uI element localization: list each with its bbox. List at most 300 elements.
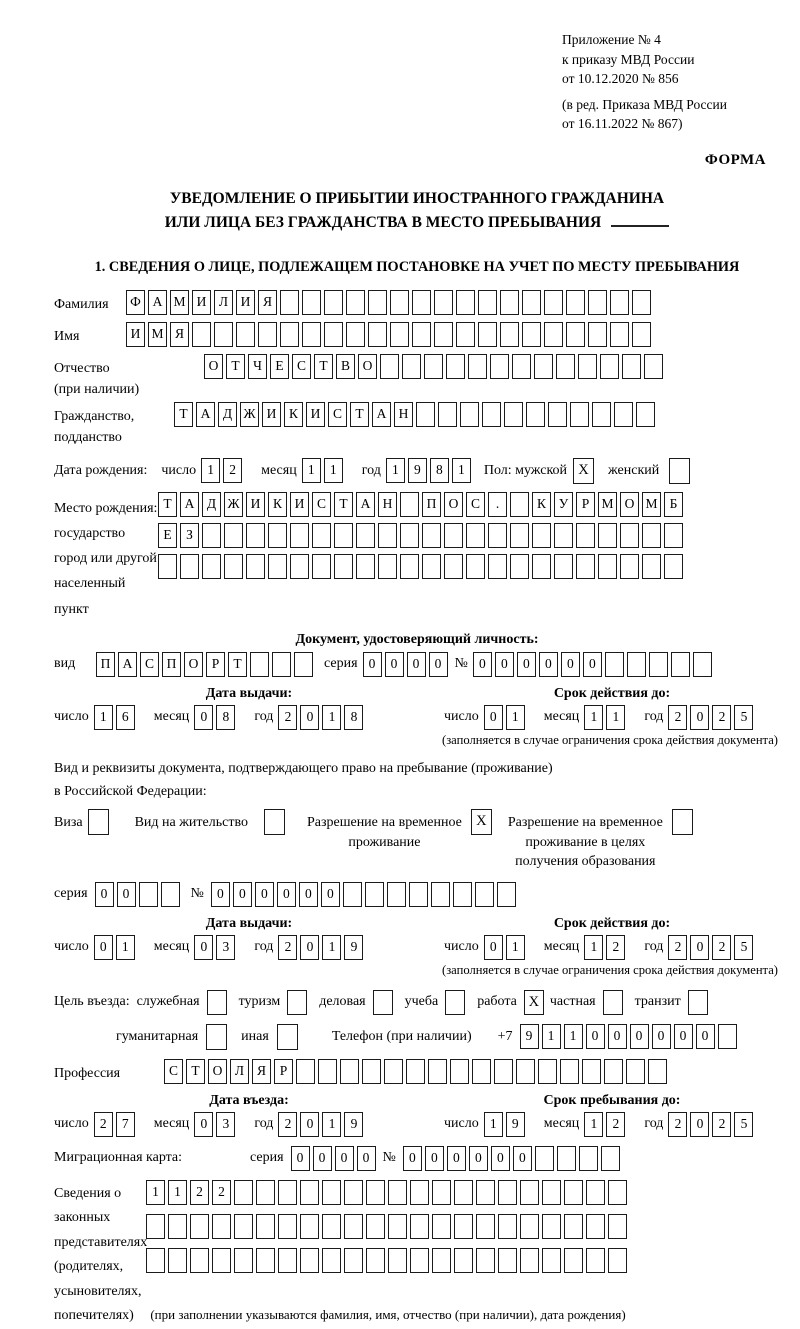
char-cell[interactable]: 0 <box>194 1112 213 1137</box>
char-cell[interactable]: Д <box>202 492 221 517</box>
char-cell[interactable]: 0 <box>561 652 580 677</box>
char-cell[interactable] <box>234 1248 253 1273</box>
char-cell[interactable] <box>466 554 485 579</box>
char-cell[interactable] <box>605 652 624 677</box>
char-cell[interactable]: Н <box>394 402 413 427</box>
char-cell[interactable] <box>168 1248 187 1273</box>
char-cell[interactable]: 0 <box>425 1146 444 1171</box>
char-cell[interactable] <box>168 1214 187 1239</box>
char-cell[interactable]: С <box>164 1059 183 1084</box>
char-cell[interactable]: Р <box>576 492 595 517</box>
char-cell[interactable]: 0 <box>233 882 252 907</box>
char-cell[interactable] <box>627 652 646 677</box>
char-cell[interactable]: Т <box>334 492 353 517</box>
char-cell[interactable] <box>410 1180 429 1205</box>
char-cell[interactable]: 0 <box>363 652 382 677</box>
char-cell[interactable] <box>406 1059 425 1084</box>
char-cell[interactable] <box>158 554 177 579</box>
char-cell[interactable] <box>388 1248 407 1273</box>
char-cell[interactable]: 0 <box>652 1024 671 1049</box>
purpose-private-checkbox[interactable] <box>603 990 623 1015</box>
char-cell[interactable] <box>601 1146 620 1171</box>
char-cell[interactable] <box>344 1214 363 1239</box>
char-cell[interactable]: 0 <box>277 882 296 907</box>
char-cell[interactable]: П <box>96 652 115 677</box>
char-cell[interactable] <box>190 1214 209 1239</box>
char-cell[interactable]: 0 <box>583 652 602 677</box>
char-cell[interactable] <box>432 1214 451 1239</box>
char-cell[interactable]: 0 <box>517 652 536 677</box>
char-cell[interactable] <box>454 1180 473 1205</box>
char-cell[interactable]: 3 <box>216 935 235 960</box>
char-cell[interactable] <box>564 1180 583 1205</box>
char-cell[interactable]: 0 <box>495 652 514 677</box>
char-cell[interactable]: 2 <box>712 1112 731 1137</box>
char-cell[interactable]: 0 <box>484 705 503 730</box>
char-cell[interactable]: Д <box>218 402 237 427</box>
char-cell[interactable]: 0 <box>321 882 340 907</box>
char-cell[interactable] <box>576 523 595 548</box>
char-cell[interactable]: У <box>554 492 573 517</box>
char-cell[interactable]: М <box>598 492 617 517</box>
char-cell[interactable]: Т <box>186 1059 205 1084</box>
char-cell[interactable] <box>202 523 221 548</box>
char-cell[interactable] <box>434 290 453 315</box>
char-cell[interactable]: 2 <box>94 1112 113 1137</box>
char-cell[interactable] <box>334 523 353 548</box>
char-cell[interactable] <box>378 554 397 579</box>
char-cell[interactable] <box>510 554 529 579</box>
char-cell[interactable] <box>608 1214 627 1239</box>
char-cell[interactable] <box>454 1248 473 1273</box>
char-cell[interactable]: О <box>204 354 223 379</box>
char-cell[interactable] <box>534 354 553 379</box>
char-cell[interactable] <box>368 290 387 315</box>
char-cell[interactable]: 0 <box>586 1024 605 1049</box>
char-cell[interactable] <box>256 1180 275 1205</box>
char-cell[interactable]: Ж <box>224 492 243 517</box>
char-cell[interactable] <box>322 1180 341 1205</box>
char-cell[interactable]: С <box>140 652 159 677</box>
char-cell[interactable]: 0 <box>95 882 114 907</box>
char-cell[interactable] <box>512 354 531 379</box>
char-cell[interactable]: 3 <box>216 1112 235 1137</box>
char-cell[interactable] <box>434 322 453 347</box>
char-cell[interactable]: 0 <box>407 652 426 677</box>
char-cell[interactable]: П <box>422 492 441 517</box>
char-cell[interactable] <box>526 402 545 427</box>
char-cell[interactable] <box>592 402 611 427</box>
char-cell[interactable] <box>356 554 375 579</box>
char-cell[interactable]: 1 <box>201 458 220 483</box>
char-cell[interactable]: 0 <box>94 935 113 960</box>
char-cell[interactable] <box>472 1059 491 1084</box>
char-cell[interactable] <box>497 882 516 907</box>
char-cell[interactable]: С <box>328 402 347 427</box>
char-cell[interactable]: 0 <box>211 882 230 907</box>
char-cell[interactable]: 9 <box>408 458 427 483</box>
char-cell[interactable]: М <box>642 492 661 517</box>
char-cell[interactable]: 0 <box>690 1112 709 1137</box>
char-cell[interactable]: 0 <box>473 652 492 677</box>
char-cell[interactable] <box>380 354 399 379</box>
char-cell[interactable]: Т <box>158 492 177 517</box>
char-cell[interactable] <box>649 652 668 677</box>
char-cell[interactable] <box>146 1248 165 1273</box>
char-cell[interactable] <box>246 554 265 579</box>
char-cell[interactable] <box>366 1180 385 1205</box>
char-cell[interactable] <box>476 1180 495 1205</box>
char-cell[interactable] <box>500 290 519 315</box>
char-cell[interactable] <box>180 554 199 579</box>
char-cell[interactable]: 1 <box>484 1112 503 1137</box>
char-cell[interactable] <box>538 1059 557 1084</box>
char-cell[interactable] <box>300 1248 319 1273</box>
char-cell[interactable] <box>388 1214 407 1239</box>
char-cell[interactable] <box>410 1214 429 1239</box>
char-cell[interactable] <box>302 290 321 315</box>
char-cell[interactable] <box>510 523 529 548</box>
char-cell[interactable]: 1 <box>168 1180 187 1205</box>
char-cell[interactable]: Ж <box>240 402 259 427</box>
char-cell[interactable]: 6 <box>116 705 135 730</box>
char-cell[interactable]: 1 <box>452 458 471 483</box>
char-cell[interactable] <box>344 1248 363 1273</box>
char-cell[interactable]: А <box>118 652 137 677</box>
char-cell[interactable]: 5 <box>734 935 753 960</box>
char-cell[interactable]: . <box>488 492 507 517</box>
char-cell[interactable]: Т <box>174 402 193 427</box>
char-cell[interactable] <box>400 554 419 579</box>
temp-residence-education-checkbox[interactable] <box>672 809 693 835</box>
char-cell[interactable] <box>322 1248 341 1273</box>
char-cell[interactable] <box>476 1214 495 1239</box>
char-cell[interactable] <box>664 523 683 548</box>
char-cell[interactable]: 2 <box>223 458 242 483</box>
char-cell[interactable] <box>564 1248 583 1273</box>
char-cell[interactable] <box>410 1248 429 1273</box>
char-cell[interactable] <box>498 1248 517 1273</box>
char-cell[interactable]: 2 <box>278 705 297 730</box>
char-cell[interactable]: 0 <box>630 1024 649 1049</box>
char-cell[interactable] <box>564 1214 583 1239</box>
char-cell[interactable] <box>400 492 419 517</box>
char-cell[interactable] <box>192 322 211 347</box>
char-cell[interactable] <box>610 290 629 315</box>
char-cell[interactable] <box>268 554 287 579</box>
char-cell[interactable] <box>556 354 575 379</box>
char-cell[interactable] <box>302 322 321 347</box>
char-cell[interactable] <box>368 322 387 347</box>
char-cell[interactable] <box>366 1214 385 1239</box>
char-cell[interactable] <box>608 1248 627 1273</box>
char-cell[interactable]: 1 <box>584 705 603 730</box>
char-cell[interactable]: 2 <box>712 935 731 960</box>
char-cell[interactable] <box>632 290 651 315</box>
char-cell[interactable]: 0 <box>403 1146 422 1171</box>
char-cell[interactable]: 8 <box>430 458 449 483</box>
char-cell[interactable] <box>544 290 563 315</box>
char-cell[interactable] <box>475 882 494 907</box>
purpose-tourism-checkbox[interactable] <box>287 990 307 1015</box>
char-cell[interactable] <box>671 652 690 677</box>
char-cell[interactable] <box>548 402 567 427</box>
char-cell[interactable]: А <box>372 402 391 427</box>
char-cell[interactable] <box>500 322 519 347</box>
char-cell[interactable] <box>600 354 619 379</box>
char-cell[interactable]: 5 <box>734 705 753 730</box>
char-cell[interactable]: 1 <box>506 705 525 730</box>
char-cell[interactable]: Т <box>314 354 333 379</box>
char-cell[interactable] <box>535 1146 554 1171</box>
char-cell[interactable] <box>312 523 331 548</box>
char-cell[interactable] <box>334 554 353 579</box>
char-cell[interactable] <box>432 1248 451 1273</box>
char-cell[interactable]: М <box>170 290 189 315</box>
char-cell[interactable]: Я <box>252 1059 271 1084</box>
char-cell[interactable]: 0 <box>385 652 404 677</box>
char-cell[interactable]: И <box>246 492 265 517</box>
char-cell[interactable]: 0 <box>429 652 448 677</box>
char-cell[interactable] <box>478 322 497 347</box>
char-cell[interactable] <box>390 322 409 347</box>
char-cell[interactable]: И <box>290 492 309 517</box>
char-cell[interactable] <box>212 1248 231 1273</box>
char-cell[interactable] <box>416 402 435 427</box>
char-cell[interactable] <box>294 652 313 677</box>
char-cell[interactable]: 0 <box>291 1146 310 1171</box>
char-cell[interactable] <box>212 1214 231 1239</box>
char-cell[interactable] <box>424 354 443 379</box>
char-cell[interactable]: 1 <box>116 935 135 960</box>
char-cell[interactable]: 1 <box>386 458 405 483</box>
char-cell[interactable] <box>614 402 633 427</box>
char-cell[interactable]: А <box>148 290 167 315</box>
char-cell[interactable] <box>146 1214 165 1239</box>
char-cell[interactable] <box>344 1180 363 1205</box>
char-cell[interactable] <box>520 1180 539 1205</box>
char-cell[interactable] <box>510 492 529 517</box>
char-cell[interactable] <box>504 402 523 427</box>
char-cell[interactable] <box>290 554 309 579</box>
char-cell[interactable]: К <box>284 402 303 427</box>
char-cell[interactable] <box>542 1214 561 1239</box>
char-cell[interactable]: В <box>336 354 355 379</box>
char-cell[interactable]: И <box>236 290 255 315</box>
char-cell[interactable] <box>400 523 419 548</box>
char-cell[interactable] <box>450 1059 469 1084</box>
char-cell[interactable]: И <box>126 322 145 347</box>
char-cell[interactable]: 0 <box>117 882 136 907</box>
char-cell[interactable] <box>610 322 629 347</box>
char-cell[interactable] <box>202 554 221 579</box>
char-cell[interactable]: 9 <box>506 1112 525 1137</box>
char-cell[interactable]: 2 <box>668 935 687 960</box>
visa-checkbox[interactable] <box>88 809 109 835</box>
char-cell[interactable]: 0 <box>194 935 213 960</box>
char-cell[interactable]: 9 <box>520 1024 539 1049</box>
char-cell[interactable] <box>422 554 441 579</box>
char-cell[interactable]: 5 <box>734 1112 753 1137</box>
char-cell[interactable]: 1 <box>542 1024 561 1049</box>
char-cell[interactable]: 0 <box>300 1112 319 1137</box>
char-cell[interactable] <box>642 523 661 548</box>
char-cell[interactable] <box>644 354 663 379</box>
char-cell[interactable]: 2 <box>606 1112 625 1137</box>
char-cell[interactable] <box>598 523 617 548</box>
char-cell[interactable]: 7 <box>116 1112 135 1137</box>
char-cell[interactable] <box>246 523 265 548</box>
char-cell[interactable]: Т <box>350 402 369 427</box>
char-cell[interactable]: И <box>306 402 325 427</box>
char-cell[interactable] <box>622 354 641 379</box>
char-cell[interactable]: О <box>444 492 463 517</box>
char-cell[interactable]: 0 <box>300 935 319 960</box>
char-cell[interactable] <box>234 1180 253 1205</box>
char-cell[interactable]: 2 <box>668 1112 687 1137</box>
char-cell[interactable] <box>490 354 509 379</box>
char-cell[interactable]: 1 <box>564 1024 583 1049</box>
char-cell[interactable] <box>280 290 299 315</box>
char-cell[interactable]: 0 <box>513 1146 532 1171</box>
char-cell[interactable] <box>636 402 655 427</box>
char-cell[interactable] <box>626 1059 645 1084</box>
char-cell[interactable]: Ф <box>126 290 145 315</box>
char-cell[interactable] <box>488 523 507 548</box>
char-cell[interactable] <box>476 1248 495 1273</box>
char-cell[interactable]: 1 <box>146 1180 165 1205</box>
char-cell[interactable] <box>346 322 365 347</box>
char-cell[interactable]: 2 <box>668 705 687 730</box>
char-cell[interactable] <box>532 554 551 579</box>
char-cell[interactable]: Л <box>230 1059 249 1084</box>
char-cell[interactable]: И <box>262 402 281 427</box>
char-cell[interactable] <box>278 1214 297 1239</box>
char-cell[interactable] <box>532 523 551 548</box>
char-cell[interactable]: Б <box>664 492 683 517</box>
male-checkbox[interactable]: X <box>573 458 594 484</box>
char-cell[interactable]: О <box>358 354 377 379</box>
char-cell[interactable]: 1 <box>322 1112 341 1137</box>
char-cell[interactable]: 0 <box>484 935 503 960</box>
char-cell[interactable] <box>560 1059 579 1084</box>
char-cell[interactable] <box>454 1214 473 1239</box>
char-cell[interactable] <box>224 523 243 548</box>
char-cell[interactable] <box>258 322 277 347</box>
char-cell[interactable]: Л <box>214 290 233 315</box>
char-cell[interactable]: П <box>162 652 181 677</box>
char-cell[interactable]: А <box>180 492 199 517</box>
char-cell[interactable] <box>588 322 607 347</box>
char-cell[interactable]: К <box>268 492 287 517</box>
char-cell[interactable] <box>290 523 309 548</box>
female-checkbox[interactable] <box>669 458 690 484</box>
char-cell[interactable] <box>318 1059 337 1084</box>
char-cell[interactable] <box>520 1214 539 1239</box>
char-cell[interactable] <box>402 354 421 379</box>
char-cell[interactable] <box>278 1248 297 1273</box>
char-cell[interactable]: О <box>184 652 203 677</box>
char-cell[interactable] <box>139 882 158 907</box>
char-cell[interactable] <box>586 1180 605 1205</box>
title-blank-line[interactable] <box>611 213 669 227</box>
char-cell[interactable] <box>468 354 487 379</box>
char-cell[interactable] <box>608 1180 627 1205</box>
char-cell[interactable] <box>718 1024 737 1049</box>
char-cell[interactable] <box>522 290 541 315</box>
char-cell[interactable]: Ч <box>248 354 267 379</box>
char-cell[interactable]: С <box>466 492 485 517</box>
char-cell[interactable]: 0 <box>696 1024 715 1049</box>
char-cell[interactable]: Я <box>258 290 277 315</box>
char-cell[interactable] <box>340 1059 359 1084</box>
char-cell[interactable]: 1 <box>584 935 603 960</box>
char-cell[interactable] <box>598 554 617 579</box>
char-cell[interactable] <box>412 290 431 315</box>
char-cell[interactable]: 0 <box>300 705 319 730</box>
char-cell[interactable] <box>582 1059 601 1084</box>
char-cell[interactable] <box>522 322 541 347</box>
char-cell[interactable] <box>557 1146 576 1171</box>
char-cell[interactable] <box>554 554 573 579</box>
char-cell[interactable] <box>498 1214 517 1239</box>
char-cell[interactable] <box>579 1146 598 1171</box>
char-cell[interactable] <box>161 882 180 907</box>
purpose-official-checkbox[interactable] <box>207 990 227 1015</box>
char-cell[interactable] <box>278 1180 297 1205</box>
char-cell[interactable]: 0 <box>491 1146 510 1171</box>
char-cell[interactable]: 1 <box>94 705 113 730</box>
char-cell[interactable]: 2 <box>190 1180 209 1205</box>
char-cell[interactable]: Я <box>170 322 189 347</box>
char-cell[interactable]: С <box>312 492 331 517</box>
char-cell[interactable] <box>234 1214 253 1239</box>
char-cell[interactable] <box>390 290 409 315</box>
char-cell[interactable] <box>296 1059 315 1084</box>
char-cell[interactable] <box>324 290 343 315</box>
char-cell[interactable] <box>387 882 406 907</box>
char-cell[interactable]: 1 <box>584 1112 603 1137</box>
purpose-humanitarian-checkbox[interactable] <box>206 1024 227 1050</box>
char-cell[interactable] <box>438 402 457 427</box>
char-cell[interactable] <box>378 523 397 548</box>
purpose-work-checkbox[interactable]: X <box>524 990 544 1015</box>
char-cell[interactable]: Р <box>274 1059 293 1084</box>
char-cell[interactable] <box>586 1214 605 1239</box>
char-cell[interactable] <box>444 554 463 579</box>
char-cell[interactable] <box>346 290 365 315</box>
char-cell[interactable] <box>446 354 465 379</box>
char-cell[interactable] <box>588 290 607 315</box>
char-cell[interactable]: О <box>208 1059 227 1084</box>
char-cell[interactable] <box>453 882 472 907</box>
char-cell[interactable]: И <box>192 290 211 315</box>
char-cell[interactable] <box>214 322 233 347</box>
char-cell[interactable] <box>362 1059 381 1084</box>
char-cell[interactable] <box>576 554 595 579</box>
char-cell[interactable] <box>520 1248 539 1273</box>
char-cell[interactable] <box>322 1214 341 1239</box>
char-cell[interactable] <box>498 1180 517 1205</box>
char-cell[interactable] <box>554 523 573 548</box>
char-cell[interactable] <box>604 1059 623 1084</box>
char-cell[interactable]: Е <box>158 523 177 548</box>
char-cell[interactable]: 0 <box>608 1024 627 1049</box>
char-cell[interactable] <box>478 290 497 315</box>
char-cell[interactable]: 1 <box>506 935 525 960</box>
char-cell[interactable] <box>488 554 507 579</box>
char-cell[interactable] <box>428 1059 447 1084</box>
